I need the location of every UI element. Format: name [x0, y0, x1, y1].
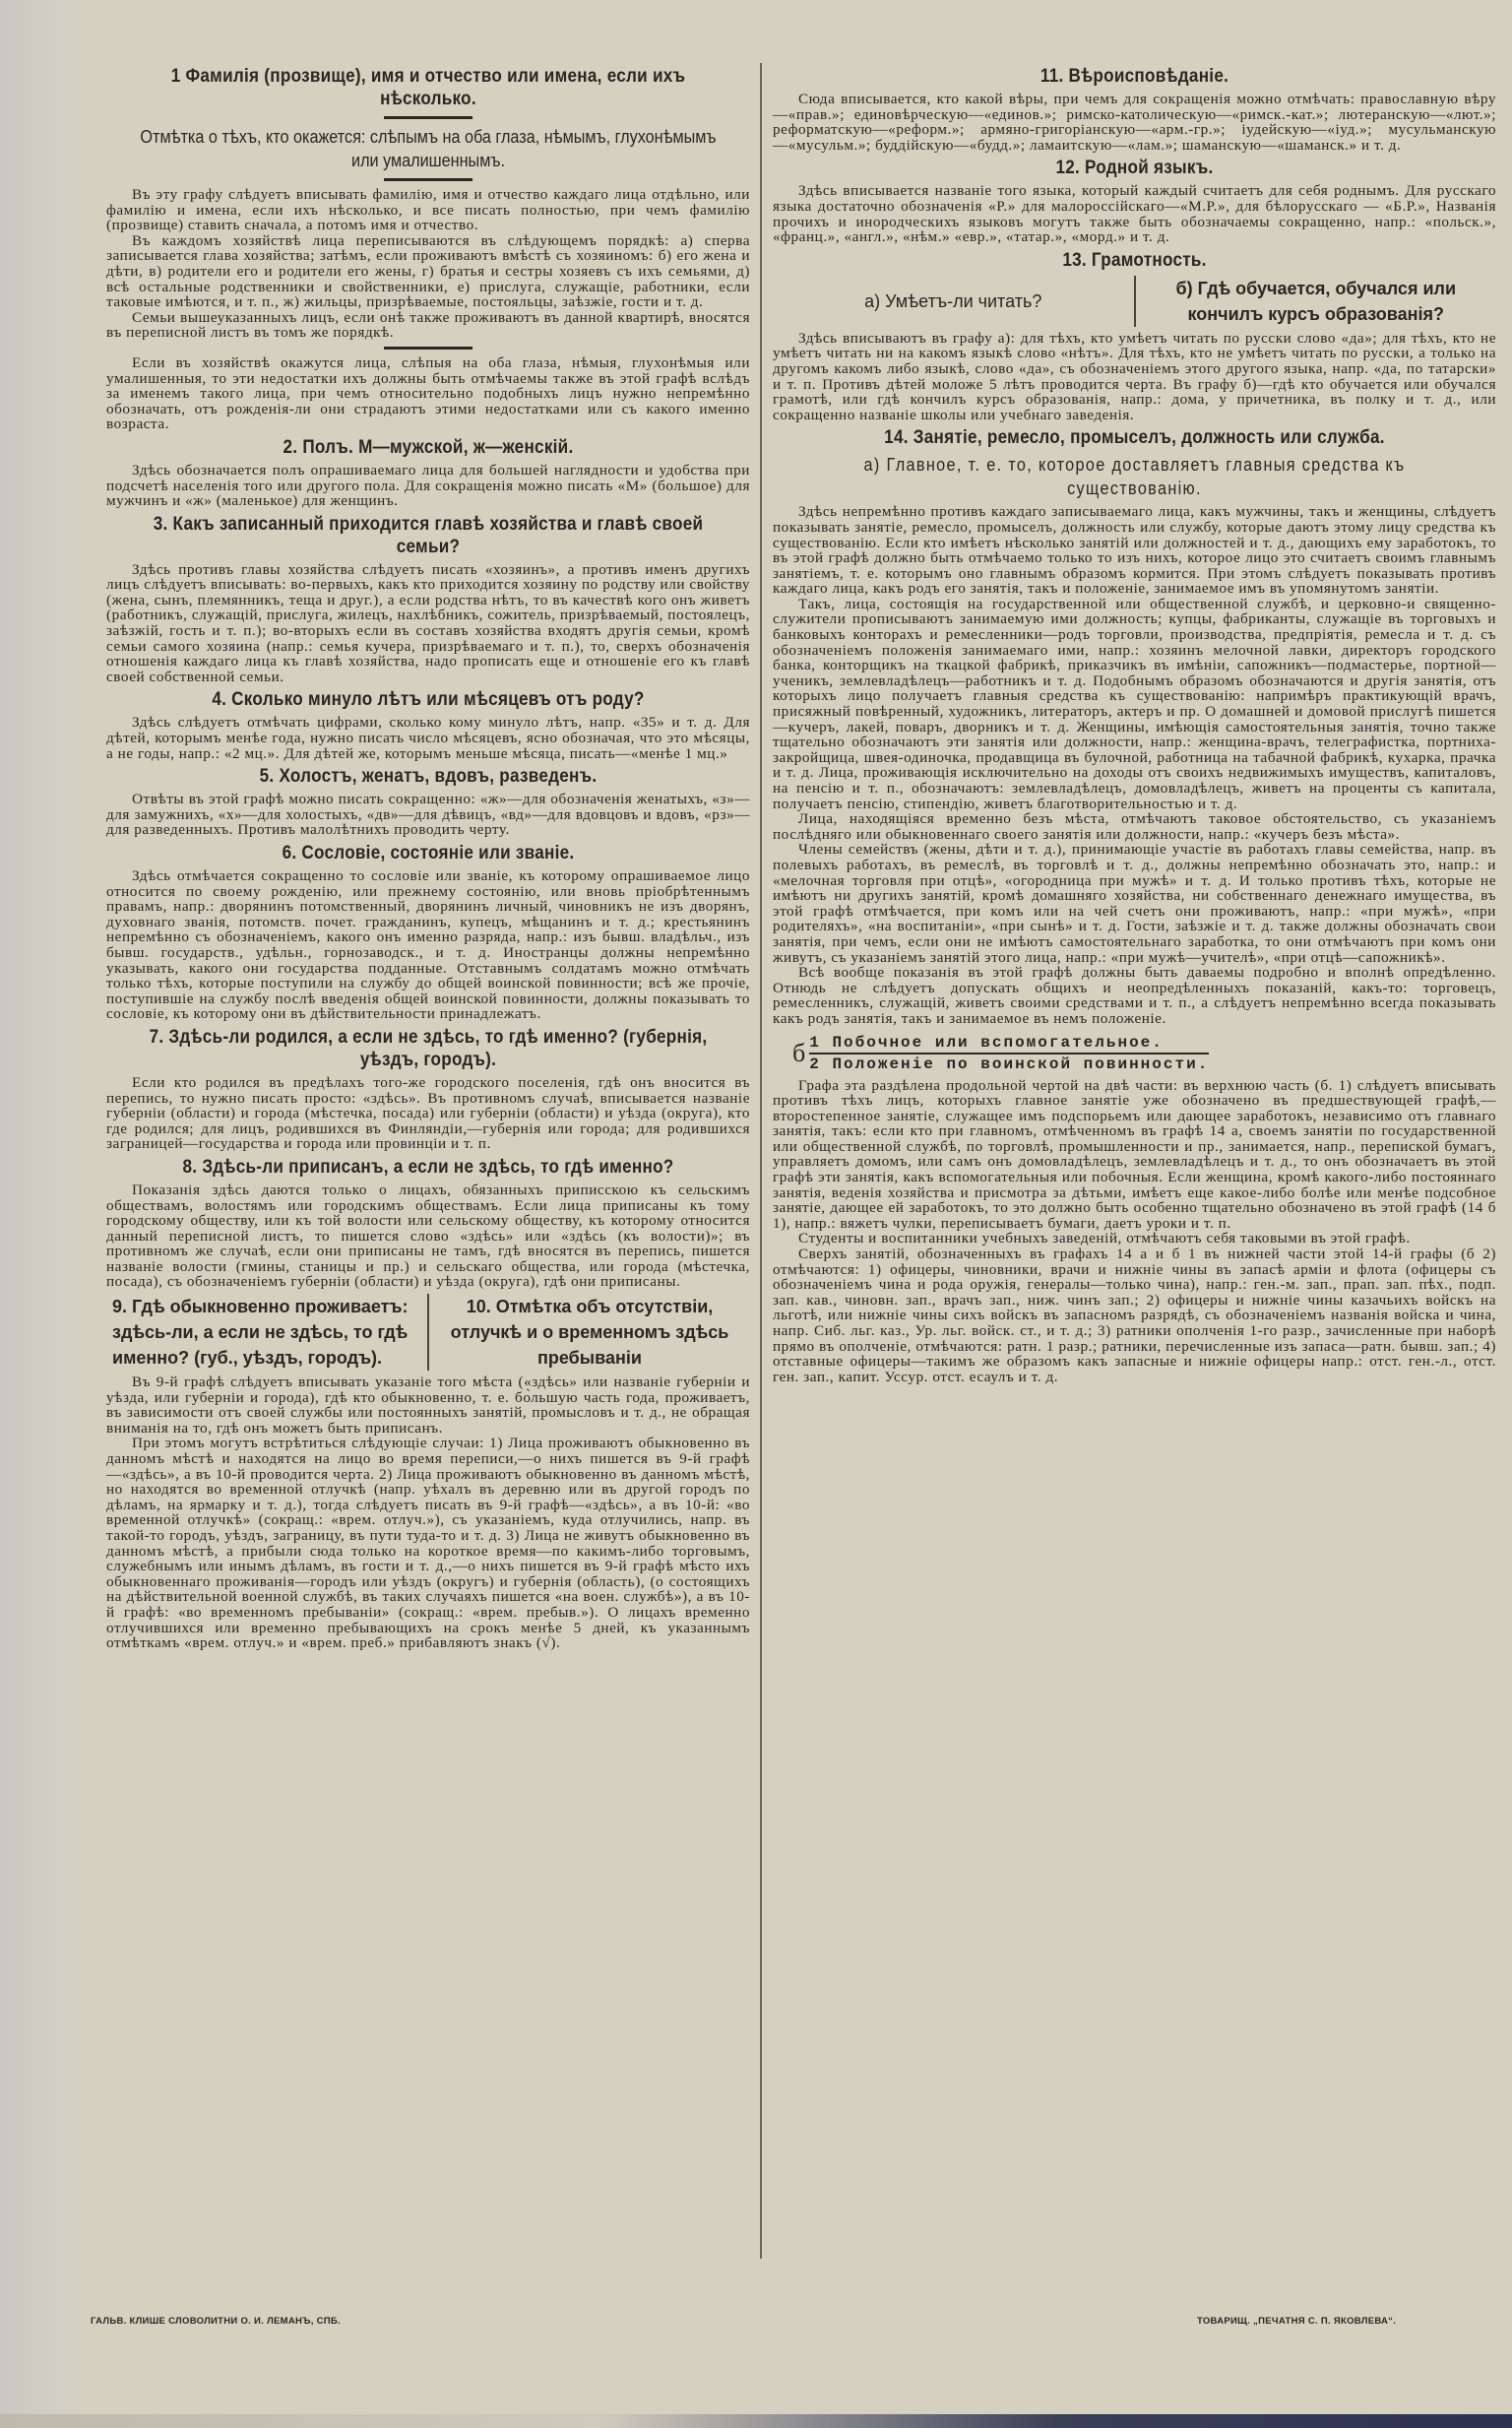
- section-rule: [384, 347, 472, 350]
- subcolumn-items: [809, 1033, 1209, 1074]
- section-heading: 6. Сословіе, состояніе или званіе.: [282, 843, 575, 863]
- section-subheading: Отмѣтка о тѣхъ, кто окажется: слѣпымъ на оба глаза, нѣмымъ, глухонѣмымъ или умалишеннымъ.: [140, 127, 717, 170]
- left-column: [106, 61, 750, 1651]
- section-heading: 11. Вѣроисповѣданіе.: [1040, 66, 1229, 87]
- paragraph: Въ эту графу слѣдуетъ вписывать фамилію, имя и отчество каждаго лица отдѣльно, или фамилію и имена, если ихъ нѣсколько, и все писать полностью, при чемъ фамилію (прозвище) ставить сначала, а потомъ имя и отчество.: [106, 186, 750, 234]
- footer-typefoundry-credit: ГАЛЬВ. КЛИШЕ СЛОВОЛИТНИ О. И. ЛЕМАНЪ, СПБ.: [91, 2316, 342, 2327]
- heading-13a: а) Умѣетъ-ли читать?: [864, 290, 1042, 311]
- paragraph: Всѣ вообще показанія въ этой графѣ должны быть даваемы подробно и вполнѣ опредѣленно. Отнюдь не слѣдуетъ допускать общихъ и неопредѣленныхъ показаній, какъ-то: торговецъ, ремесленникъ, служащій, живетъ своими средствами и т. п., а слѣдуетъ непремѣнно всегда показывать какъ родъ занятія, такъ и занимаемое въ немъ положеніе.: [773, 964, 1496, 1027]
- heading-9: 9. Гдѣ обыкновенно проживаетъ: здѣсь-ли, а если не здѣсь, то гдѣ именно? (губ., уѣздъ, городъ).: [112, 1297, 409, 1369]
- split-heading-13: [773, 276, 1496, 327]
- paper-edge: [0, 2414, 1512, 2428]
- paragraph: Лица, находящіяся временно безъ мѣста, отмѣчаютъ таковое обстоятельство, съ указаніемъ послѣдняго или обыкновеннаго своего занятія или должности, напр.: «кучеръ безъ мѣста».: [773, 810, 1496, 843]
- paragraph: Здѣсь вписываютъ въ графу а): для тѣхъ, кто умѣетъ читать по русски слово «да»; для тѣхъ, кто не умѣетъ читать ни на какомъ языкѣ слово «нѣтъ». Для тѣхъ, кто не умѣетъ читать по русски, а только на другомъ какомъ либо языкѣ, слово «да», съ обозначеніемъ этого другого языка, напр. «да, по татарски» и т. п. Противъ дѣтей моложе 5 лѣтъ проводится черта. Въ графу б)—гдѣ кто обучается или обучался грамотѣ, или гдѣ кончилъ курсъ образованія, напр.: дома, у причетника, въ полку и т. д., или сокращенно названіе школы или учебнаго заведенія.: [773, 329, 1496, 423]
- right-column: [773, 61, 1496, 1384]
- paragraph: Графа эта раздѣлена продольной чертой на двѣ части: въ верхнюю часть (б. 1) слѣдуетъ вписывать противъ тѣхъ лицъ, которыхъ главное занятіе уже обозначено въ предшествующей графѣ,—второстепенное занятіе, служащее имъ подспорьемъ или дающее заработокъ, независимо отъ главнаго занятія, такъ: если кто при главномъ, отмѣченномъ въ графѣ 14 а, своемъ занятіи по государственной или общественной службѣ, по торговлѣ, промышленности и пр., занимается, напр., перепиской бумагъ, управляетъ домомъ, или самъ онъ домовладѣлецъ, землевладѣлецъ и т. д., то онъ обозначаетъ въ этой графѣ эти занятія, какъ вспомогательныя или побочныя. Если женщина, кромѣ какого-либо постояннаго занятія, веденія хозяйства и присмотра за дѣтьми, имѣетъ еще какое-либо болѣе или менѣе подсобное занятіе, дающее ей заработокъ, то это должно быть особенно тщательно обозначено въ этой графѣ (14 б 1), напр.: вяжетъ чулки, переписываетъ бумаги, даетъ уроки и т. п.: [773, 1076, 1496, 1232]
- section-heading: 13. Грамотность.: [1062, 249, 1207, 271]
- paragraph: Сюда вписывается, кто какой вѣры, при чемъ для сокращенія можно отмѣчать: православную вѣру—«прав.»; единовѣрческую—«единов.»; римско-католическую—«римск.-кат.»; лютеранскую—«лют.»; реформатскую—«реформ.»; армяно-григоріанскую—«арм.-гр.»; іудейскую—«іуд.»; мусульманскую—«мусульм.»; буддійскую—«будд.»; ламаитскую—«лам.»; шаманскую—«шаманск.» и т. д.: [773, 91, 1496, 154]
- paragraph: Здѣсь противъ главы хозяйства слѣдуетъ писать «хозяинъ», а противъ именъ другихъ лицъ слѣдуетъ вписывать: во-первыхъ, какъ кто приходится хозяину по родству или свойству (жена, сынъ, племянникъ, теща и друг.), а если родства нѣтъ, то въ качествѣ кого онъ живетъ (работникъ, служащій, прислуга, жилецъ, нахлѣбникъ, сожитель, призрѣваемый, постоялецъ, заѣзжій, гость и т. п.); во-вторыхъ если въ составъ хозяйства входятъ другія семьи, кромѣ семьи самого хозяина (напр.: семья кучера, призрѣваемаго и т. п.), то, сверхъ обозначенія отношенія каждаго лица къ главѣ хозяйства, надо прописать еще и отношеніе его къ главѣ своей собственной семьи.: [106, 560, 750, 685]
- paragraph: Семьи вышеуказанныхъ лицъ, если онѣ также проживаютъ въ данной квартирѣ, вносятся въ переписной листъ въ томъ же порядкѣ.: [106, 308, 750, 342]
- split-heading-9-10: [106, 1294, 750, 1371]
- paragraph: Показанія здѣсь даются только о лицахъ, обязанныхъ приписскою къ сельскимъ обществамъ, волостямъ или городскимъ обществамъ. Если лица приписаны къ тому городскому обществу, или къ той волости или сельскому обществу, къ которому относится данный переписной листъ, то пишется слово «здѣсь» или «здѣсь (къ волости)»; въ противномъ же случаѣ, если они приписаны не тамъ, гдѣ вносятся въ перепись, пишется названіе волости (гмины, станицы и пр.) и сельскаго общества, или города (мѣстечка, посада), съ обозначеніемъ губерніи (области) и уѣзда (округа), гдѣ они приписаны.: [106, 1181, 750, 1291]
- page-margin-band: [0, 0, 94, 2428]
- section-heading: 14. Занятіе, ремесло, промыселъ, должность или служба.: [884, 427, 1385, 449]
- section-heading: 1 Фамилія (прозвище), имя и отчество или имена, если ихъ нѣсколько.: [170, 66, 686, 109]
- section-heading: 5. Холостъ, женатъ, вдовъ, разведенъ.: [259, 766, 598, 788]
- paragraph: Въ 9-й графѣ слѣдуетъ вписывать указаніе того мѣста («здѣсь» или названіе губерніи и уѣзда, или губерніи и города), гдѣ кто обыкновенно, т. е. бо̀льшую часть года, проживаетъ, въ зависимости отъ своей службы или постоянныхъ занятій, промысловъ и т. д., не обращая вниманія на то, гдѣ онъ можетъ быть приписанъ.: [106, 1374, 750, 1437]
- paragraph: Если въ хозяйствѣ окажутся лица, слѣпыя на оба глаза, нѣмыя, глухонѣмыя или умалишенныя, то эти недостатки ихъ должны быть отмѣчаемы также въ этой графѣ вслѣдъ за именемъ такого лица, при чемъ относительно подобныхъ лицъ нужно непремѣнно обозначать, отъ рожденія-ли они страдаютъ этими недостатками или съ какого именно возраста.: [106, 353, 750, 433]
- paragraph: Здѣсь обозначается полъ опрашиваемаго лица для большей наглядности и удобства при подсчетѣ населенія того или другого пола. Для сокращенія можно писать «М» (большое) для мужчинъ и «ж» (маленькое) для женщинъ.: [106, 461, 750, 510]
- paragraph: Здѣсь вписывается названіе того языка, который каждый считаетъ для себя роднымъ. Для русскаго языка достаточно обозначенія «Р.» для малороссійскаго—«М.Р.», для бѣлорусскаго — «Б.Р.», Названія прочихъ и инородческихъ языковъ могутъ также быть обозначаемы сокращенно, напр.: «польск.», «франц.», «англ.», «нѣм.» «евр.», «татар.», «морд.» и т. д.: [773, 182, 1496, 246]
- paragraph: Если кто родился въ предѣлахъ того-же городского поселенія, гдѣ онъ вносится въ перепись, то нужно писать просто: «здѣсь». Въ противномъ случаѣ, вписывается названіе губерніи (области) и города (мѣстечка, посада) или губерніи (области) и уѣзда (округа), кто где родился; для лицъ, родившихся въ Финляндіи,—губернія или города; для родившихся заграницей—государства и города или провинціи и т. п.: [106, 1073, 750, 1153]
- subcolumn-letter: б: [792, 1038, 806, 1067]
- paragraph: Здѣсь слѣдуетъ отмѣчать цифрами, сколько кому минуло лѣтъ, напр. «35» и т. д. Для дѣтей, которымъ менѣе года, нужно писать число мѣсяцевъ, ясно обозначая, что это мѣсяцы, а не годы, напр.: «2 мц.». Для дѣтей же, которымъ меньше мѣсяца, писать—«менѣе 1 мц.»: [106, 714, 750, 762]
- section-subheading: а) Главное, т. е. то, которое доставляетъ главныя средства къ существованію.: [863, 455, 1406, 499]
- subcolumn-item-1: 1 Побочное или вспомогательное.: [809, 1033, 1209, 1054]
- paragraph: Студенты и воспитанники учебныхъ заведеній, отмѣчаютъ себя таковыми въ этой графѣ.: [798, 1230, 1411, 1247]
- paragraph: При этомъ могутъ встрѣтиться слѣдующіе случаи: 1) Лица проживаютъ обыкновенно въ данномъ мѣстѣ и находятся на лицо во время переписи,—о нихъ пишется въ 9-й графѣ—«здѣсь», а въ 10-й проводится черта. 2) Лица проживаютъ обыкновенно въ данномъ мѣстѣ, но находятся во временной отлучкѣ (напр. уѣхалъ въ деревню или въ другой городъ по дѣламъ, на ярмарку и т. д.), тогда слѣдуетъ писать въ 9-й графѣ—«здѣсь», а въ 10-й: «во временной отлучкѣ» (сокращ.: «врем. отлуч.»), съ указаніемъ, куда отлучились, напр. въ такой-то городъ, уѣздъ, заграницу, въ пути туда-то и т. д. 3) Лица не живутъ обыкновенно въ данномъ мѣстѣ, а прибыли сюда только на короткое время—по какимъ-либо торговымъ, служебнымъ или инымъ дѣламъ, въ гости и т. д.,—о нихъ пишется въ 9-й графѣ мѣсто ихъ обыкновеннаго проживанія—городъ или уѣздъ (округъ) и губернія (область), (о состоящихъ на дѣйствительной военной службѣ, въ таких случаяхъ пишется «на воен. службѣ»), а въ 10-й графѣ: «во временномъ пребываніи» (сокращ.: «врем. пребыв.»). О лицахъ временно отлучившихся или временно пребывающихъ на срокъ менѣе 5 дней, къ указаннымъ отмѣткамъ «врем. отлуч.» и «врем. преб.» прибавляютъ знакъ (√).: [106, 1435, 750, 1652]
- paragraph: Сверхъ занятій, обозначенныхъ въ графахъ 14 а и б 1 въ нижней части этой 14-й графы (б 2) отмѣчаются: 1) офицеры, чиновники, врачи и нижніе чины въ запасѣ арміи и флота (офицеры съ обозначеніемъ чина и рода оружія, генералы—только чина), напр.: ген.-м. зап., прап. зап. пѣх., подп. зап. кав., чиновн. зап., врачъ зап., ниж. чинъ зап.; 2) офицеры и нижніе чины казачьихъ войскъ на льготѣ, или нижніе чины сихъ войскъ въ запасномъ разрядѣ, съ обозначеніемъ названія войска и чина, напр. Сиб. льг. каз., Ур. льг. войск. ст., и т. д.; 3) ратники ополченія 1-го разр., зачисленные при наборѣ прямо въ ополченіе, отмѣчаются: ратн. 1 разр.; ратники, перечисленные изъ запаса—ратн. бывш. зап.; 4) отставные офицеры—такимъ же образомъ какъ запасные и нижніе офицеры напр.: отст. ген.-л., отст. ген. зап., капит. Уссур. отст. есаулъ и т. д.: [773, 1246, 1496, 1385]
- subcolumn-item-2: 2 Положеніе по воинской повинности.: [809, 1054, 1210, 1073]
- paragraph: Въ каждомъ хозяйствѣ лица переписываются въ слѣдующемъ порядкѣ: а) сперва записывается глава хозяйства; затѣмъ, если проживаютъ вмѣстѣ съ хозяиномъ: б) его жена и дѣти, в) родители его и родители его жены, г) братья и сестры хозяевъ съ ихъ семьями, д) всѣ остальные родственники и свойственники, е) прислуга, служащіе, работники, если таковые имѣются, и т. п., ж) жильцы, призрѣваемые, постояльцы, заѣзжіе, гости и т. д.: [106, 231, 750, 311]
- section-heading: 3. Какъ записанный приходится главѣ хозяйства и главѣ своей семьи?: [153, 513, 704, 557]
- column-divider: [760, 63, 762, 2259]
- paragraph: Здѣсь отмѣчается сокращенно то сословіе или званіе, къ которому опрашиваемое лицо относится по своему рожденію, или прежнему состоянію, или вновь пріобрѣтеннымъ правамъ, напр.: дворянинъ потомственный, дворянинъ личный, чиновникъ не изъ дворянъ, духовнаго званія, потомств. почет. гражданинъ, купецъ, мѣщанинъ и т. д.; крестьянинъ непремѣнно съ обозначеніемъ, какого онъ именно разряда, напр.: изъ бывш. владѣльч., изъ бывш. государств., удѣльн., горнозаводск., и т. д. Иностранцы должны непремѣнно указывать, какого они государства подданные. Отставнымъ солдатамъ можно отмѣчать только тѣхъ, которые поступили на службу до общей воинской повинности; всѣ же прочіе, поступившіе на службу послѣ введенія общей воинской повинности, должны показывать то сословіе, къ которому они въ дѣйствительности принадлежатъ.: [106, 867, 750, 1023]
- heading-13b: б) Гдѣ обучается, обучался или кончилъ курсъ образованія?: [1134, 276, 1497, 327]
- heading-rule: [384, 116, 472, 119]
- section-heading: 7. Здѣсь-ли родился, а если не здѣсь, то гдѣ именно? (губернія, уѣздъ, городъ).: [149, 1026, 708, 1070]
- paragraph: Отвѣты въ этой графѣ можно писать сокращенно: «ж»—для обозначенія женатыхъ, «з»—для замужнихъ, «х»—для холостыхъ, «дв»—для дѣвицъ, «вд»—для вдовцовъ и вдовъ, «рз»—для разведенныхъ. Противъ малолѣтнихъ проводить черту.: [106, 791, 750, 839]
- section-heading: 2. Полъ. М—мужской, ж—женскій.: [283, 436, 574, 458]
- footer-printer-credit: ТОВАРИЩ. „ПЕЧАТНЯ С. П. ЯКОВЛЕВА“.: [1197, 2316, 1397, 2327]
- section-heading: 12. Родной языкъ.: [1055, 158, 1214, 179]
- heading-10: 10. Отмѣтка объ отсутствіи, отлучкѣ и о временномъ здѣсь пребываніи: [427, 1294, 750, 1371]
- paragraph: Члены семействъ (жены, дѣти и т. д.), принимающіе участіе въ работахъ главы семейства, напр. въ полевыхъ работахъ, въ ремеслѣ, въ торговлѣ и т. д., должны непремѣнно обозначать это, напр.: и «мелочная торговля при отцѣ», «огородница при мужѣ» и т. д. И только противъ тѣхъ, которые не имѣютъ ни другихъ занятій, кромѣ домашняго хозяйства, ни собственнаго денежнаго имущества, въ этой графѣ отмѣчается, при комъ или на чей счетъ они проживаютъ, напр.: «при мужѣ», «при родителяхъ», «на воспитаніи», «при сынѣ» и т. д. Гости, заѣзжіе и т. д. также должны обозначать свои занятія, при чемъ, если они не имѣютъ самостоятельнаго заработка, то они отмѣчаютъ при комъ они живутъ, съ указаніемъ занятій этого лица, напр.: «при мужѣ—учителѣ», «при отцѣ—сапожникѣ».: [773, 841, 1496, 966]
- subcolumn-6-heading: [792, 1033, 1496, 1074]
- section-heading: 4. Сколько минуло лѣтъ или мѣсяцевъ отъ роду?: [212, 689, 645, 711]
- heading-rule: [384, 178, 472, 181]
- paragraph: Такъ, лица, состоящія на государственной или общественной службѣ, и церковно-и священно-служители прописываютъ занимаемую ими должность; купцы, фабриканты, служащіе въ торговыхъ и банковыхъ конторахъ и ремесленники—родъ торговли, производства, предпріятія, ремесла и т. д. съ обозначеніемъ положенія занимаемаго ими, напр.: хозяинъ мелочной лавки, директоръ городского банка, конторщикъ на ткацкой фабрикѣ, приказчикъ въ имѣніи, сапожникъ—подмастерье, портной—ученикъ, землевладѣлецъ—работникъ и т. д. Подобнымъ образомъ обозначаются и другія занятія, отъ которыхъ лицо получаетъ главныя средства къ существованію: напримѣръ практикующій врачъ, присяжный повѣренный, художникъ, литераторъ, актеръ и пр. О домашней и домовой прислугѣ пишется—кучеръ, лакей, поваръ, дворникъ и т. д. Женщины, имѣющія самостоятельныя занятія, точно также тщательно обозначаютъ эти занятія или должности, напр.: женщина-врачъ, телеграфистка, портниха-закройщица, швея-одиночка, продавщица въ булочной, работница на табачной фабрикѣ, кухарка, прачка и т. д. Лица, проживающія исключительно на доходы отъ своихъ недвижимыхъ имуществъ, капиталовъ, на пенсію и т. п., обозначаютъ: землевладѣлецъ, домовладѣлецъ, живетъ на проценты съ капитала, получаетъ пенсію, стипендію, живетъ благотворительностью и т. д.: [773, 595, 1496, 812]
- section-heading: 8. Здѣсь-ли приписанъ, а если не здѣсь, то гдѣ именно?: [182, 1156, 674, 1178]
- paragraph: Здѣсь непремѣнно противъ каждаго записываемаго лица, какъ мужчины, такъ и женщины, слѣдуетъ показывать занятіе, ремесло, промыселъ, должность или службу, которые даютъ этому лицу средства къ существованію. Если кто имѣетъ нѣсколько занятій или должностей и т. д., дающихъ ему заработокъ, то въ этой графѣ должно быть отмѣчаемо только то изъ нихъ, которое лицо это считаетъ своимъ главнымъ занятіемъ, т. е. которымъ оно главнымъ образомъ кормится. При этомъ слѣдуетъ показывать противъ каждаго лица, какъ родъ его занятія, такъ и положеніе, занимаемое имъ въ упомянутомъ занятіи.: [773, 503, 1496, 598]
